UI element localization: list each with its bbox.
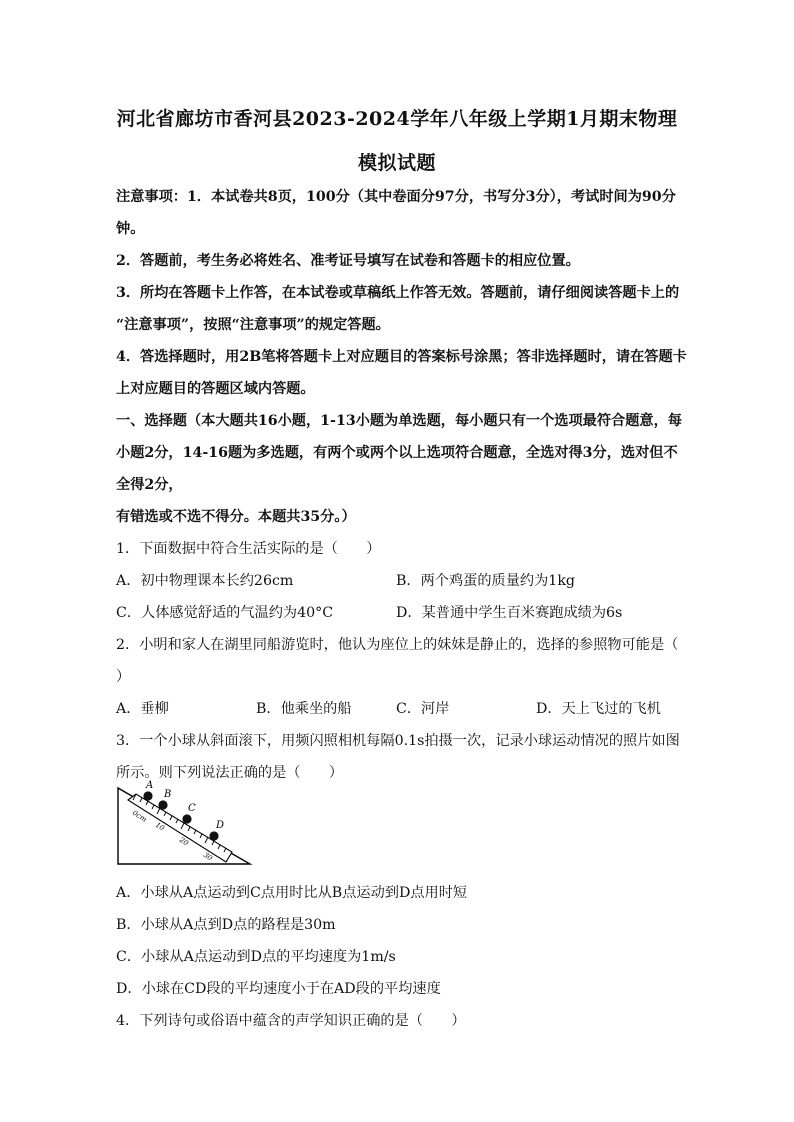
question-1-stem: 1．下面数据中符合生活实际的是（ ） — [116, 541, 381, 557]
question-1-option-d: D．某普通中学生百米赛跑成绩为6s — [396, 605, 623, 621]
notes-line-5: “注意事项”，按照“注意事项”的规定答题。 — [116, 317, 390, 333]
ruler-tick-label-30: 30 — [201, 850, 214, 863]
section-heading-line-2: 小题2分，14-16题为多选题，有两个或两个以上选项符合题意，全选对得3分，选对但不 — [116, 445, 678, 461]
notes-line-6: 4．答选择题时，用2B笔将答题卡上对应题目的答案标号涂黑；答非选择题时，请在答题卡 — [116, 349, 687, 365]
notes-line-1: 注意事项：1．本试卷共8页，100分（其中卷面分97分，书写分3分），考试时间为90分 — [116, 189, 676, 205]
notes-line-4: 3．所均在答题卡上作答，在本试卷或草稿纸上作答无效。答题前，请仔细阅读答题卡上的 — [116, 285, 680, 301]
question-1-option-c: C．人体感觉舒适的气温约为40°C — [116, 605, 334, 621]
exam-title-line-2: 模拟试题 — [357, 152, 436, 174]
question-4-stem: 4．下列诗句或俗语中蕴含的声学知识正确的是（ ） — [116, 1013, 466, 1029]
question-1-option-b: B．两个鸡蛋的质量约为1kg — [396, 573, 576, 589]
ruler-tick-label-20: 20 — [177, 835, 190, 848]
question-3-stem-line-1: 3．一个小球从斜面滚下，用频闪照相机每隔0.1s拍摄一次，记录小球运动情况的照片如图 — [116, 733, 680, 749]
question-2-stem-line-1: 2．小明和家人在湖里同船游览时，他认为座位上的妹妹是静止的，选择的参照物可能是（ — [116, 637, 679, 653]
question-2-option-a: A．垂柳 — [116, 701, 169, 717]
ball-d — [209, 831, 218, 840]
point-label-d: D — [216, 820, 225, 831]
question-3-option-d: D．小球在CD段的平均速度小于在AD段的平均速度 — [116, 981, 441, 997]
notes-line-7: 上对应题目的答题区域内答题。 — [116, 381, 315, 397]
section-heading-line-3: 全得2分， — [116, 477, 183, 493]
point-label-b: B — [164, 789, 172, 800]
question-2-option-d: D．天上飞过的飞机 — [536, 701, 661, 717]
incline-ruler-figure — [110, 776, 260, 872]
ball-c — [182, 814, 191, 823]
ball-b — [158, 800, 167, 809]
question-3-option-c: C．小球从A点运动到D点的平均速度为1m/s — [116, 949, 396, 965]
ruler-tick-label-0: 0cm — [130, 808, 148, 824]
question-3-option-b: B．小球从A点到D点的路程是30m — [116, 917, 336, 933]
ruler-tick-label-10: 10 — [153, 820, 166, 833]
section-heading-line-1: 一、选择题（本大题共16小题，1-13小题为单选题，每小题只有一个选项最符合题意，每 — [116, 413, 682, 429]
question-3-option-a: A．小球从A点运动到C点用时比从B点运动到D点用时短 — [116, 885, 468, 901]
question-2-stem-line-2: ） — [116, 669, 131, 685]
notes-line-3: 2．答题前，考生务必将姓名、准考证号填写在试卷和答题卡的相应位置。 — [116, 253, 580, 269]
exam-title-line-1: 河北省廊坊市香河县2023-2024学年八年级上学期1月期末物理 — [116, 108, 678, 130]
question-3-stem-line-2: 所示。则下列说法正确的是（ ） — [116, 765, 344, 781]
point-label-c: C — [188, 803, 196, 814]
section-heading-line-4: 有错选或不选不得分。本题共35分。） — [116, 509, 356, 525]
point-label-a: A — [146, 780, 154, 791]
notes-line-2: 钟。 — [116, 221, 145, 237]
question-2-option-b: B．他乘坐的船 — [256, 701, 352, 717]
question-2-option-c: C．河岸 — [396, 701, 450, 717]
question-1-option-a: A．初中物理课本长约26cm — [116, 573, 294, 589]
ball-a — [143, 791, 152, 800]
